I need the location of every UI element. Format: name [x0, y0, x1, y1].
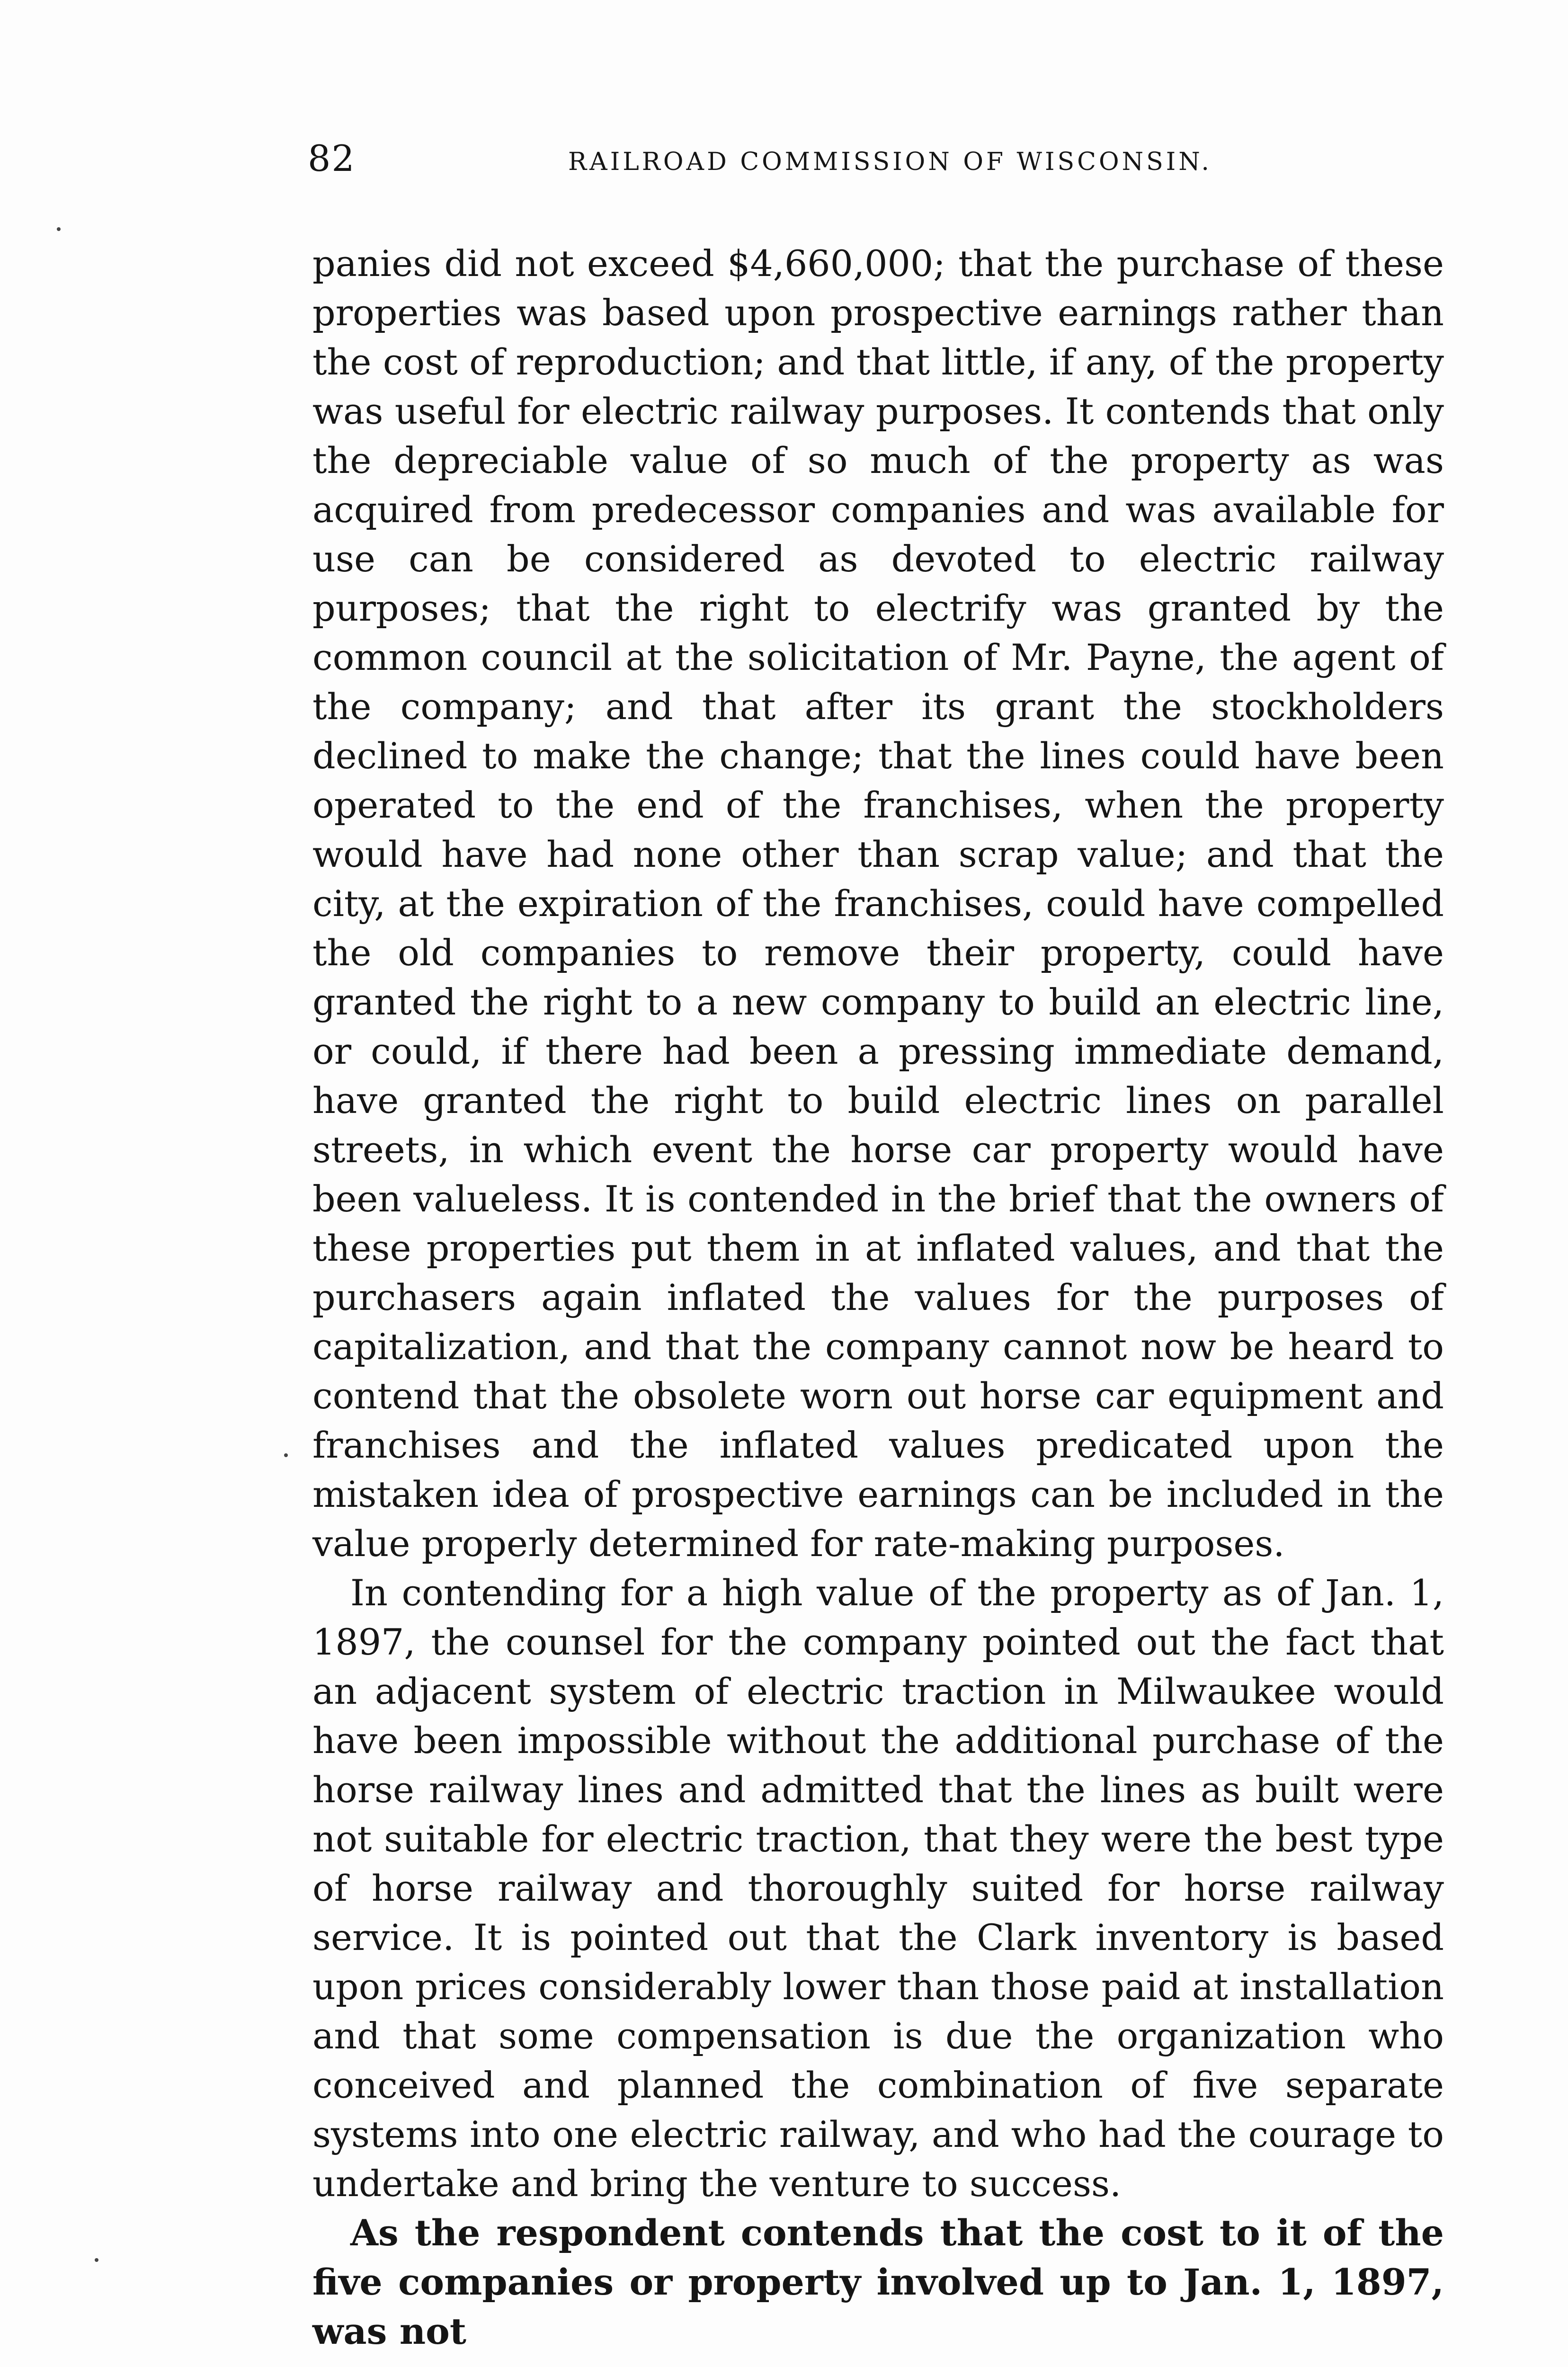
paragraph-3: As the respondent contends that the cost to it of the five companies or property involved up to Jan. 1, 1897, was not	[312, 2212, 1444, 2352]
paragraph-2: In contending for a high value of the property as of Jan. 1, 1897, the counsel for the company pointed out the fact that an adjacent system of electric traction in Milwaukee would have been impossible without the additional purchase of the horse railway lines and admitted that the lines as built were not suitable for electric traction, that they were the best type of horse railway and thoroughly suited for horse railway service. It is pointed out that the Clark inventory is based upon prices considerably lower than those paid at installation and that some compensation is due the organization who conceived and planned the combination of five separate systems into one electric railway, and who had the courage to undertake and bring the venture to success.	[312, 1572, 1444, 2205]
running-head: RAILROAD COMMISSION OF WISCONSIN.	[568, 148, 1212, 176]
scan-speck	[95, 2258, 98, 2262]
paragraph-1: panies did not exceed $4,660,000; that the purchase of these properties was based upon prospective earnings rather than the cost of reproduction; and that little, if any, of the property was useful for electric railway purposes. It contends that only the depreciable value of so much of the property as was acquired from predecessor companies and was available for use can be considered as devoted to electric railway purposes; that the right to electrify was granted by the common council at the solicitation of Mr. Payne, the agent of the company; and that after its grant the stockholders declined to make the change; that the lines could have been operated to the end of the franchises, when the property would have had none other than scrap value; and that the city, at the expiration of the franchises, could have compelled the old companies to remove their property, could have granted the right to a new company to build an electric line, or could, if there had been a pressing immediate demand, have granted the right to build electric lines on parallel streets, in which event the horse car property would have been valueless. It is contended in the brief that the owners of these properties put them in at inflated values, and that the purchasers again inflated the values for the purposes of capitalization, and that the company cannot now be heard to contend that the obsolete worn out horse car equipment and franchises and the inflated values predicated upon the mistaken idea of prospective earnings can be included in the value properly determined for rate-making purposes.	[312, 242, 1444, 1565]
page-header	[308, 137, 1444, 194]
scan-speck	[284, 1453, 288, 1457]
body-text	[312, 239, 1444, 2356]
scan-speck	[57, 227, 61, 231]
page-number: 82	[308, 137, 356, 179]
